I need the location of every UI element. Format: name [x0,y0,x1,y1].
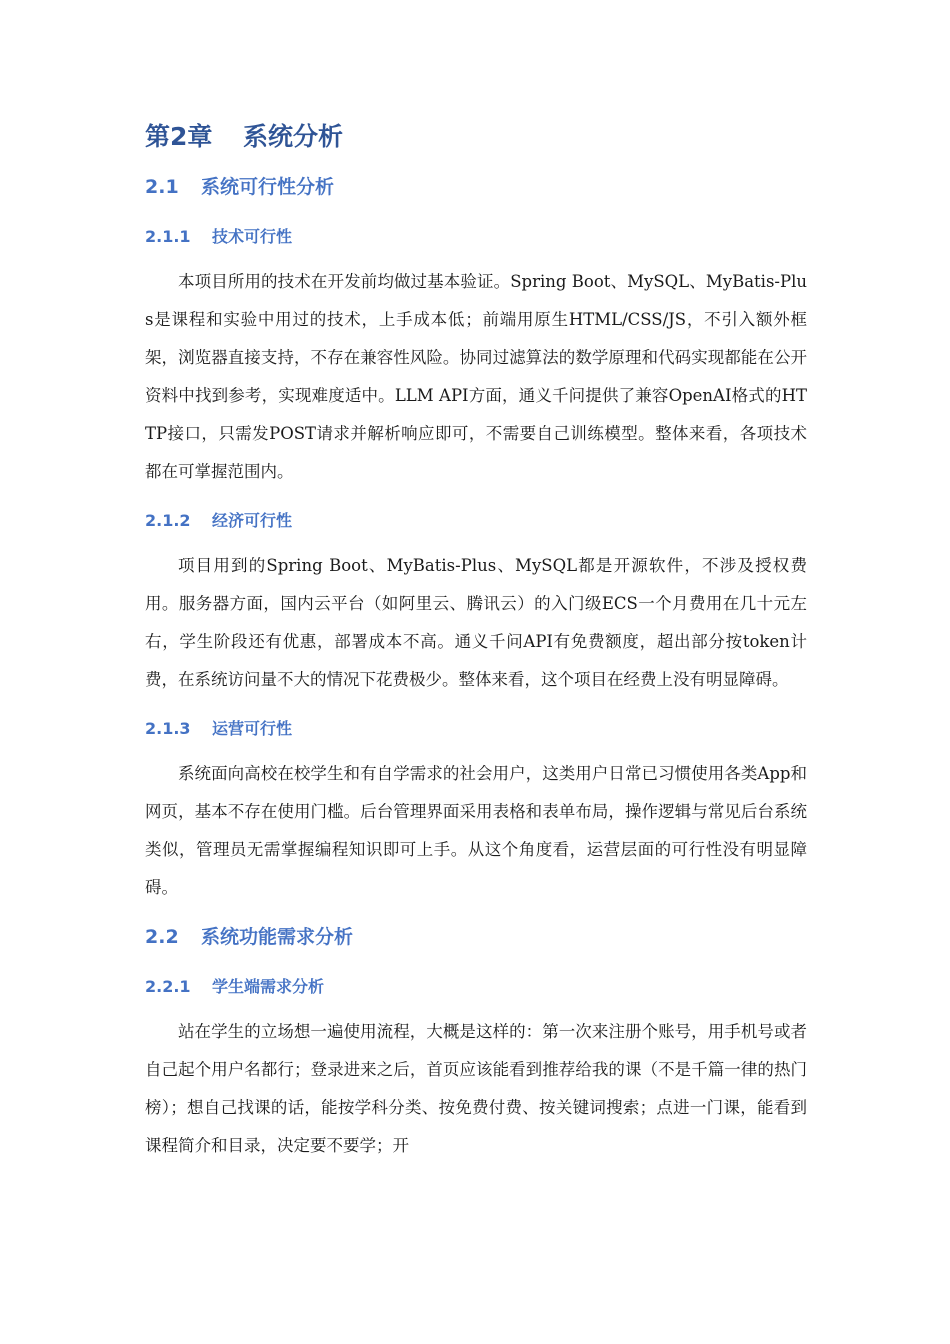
subsection-heading-2-2-1 [145,962,807,1012]
subsection-title: 运营可行性 [212,719,293,738]
subsection-number: 2.2.1 [145,977,191,996]
subsection-number: 2.1.3 [145,719,191,738]
chapter-heading [145,112,807,162]
paragraph-operational-feasibility: 系统面向高校在校学生和有自学需求的社会用户，这类用户日常已习惯使用各类App和网页，基本不存在使用门槛。后台管理界面采用表格和表单布局，操作逻辑与常见后台系统类似，管理员无需掌握编程知识即可上手。从这个角度看，运营层面的可行性没有明显障碍。 [145,764,807,897]
section-title: 系统功能需求分析 [201,926,354,948]
section-heading-2-2 [145,912,807,962]
chapter-title: 系统分析 [243,122,344,151]
subsection-heading-2-1-3 [145,704,807,754]
subsection-heading-2-1-1 [145,212,807,262]
paragraph-technical-feasibility: 本项目所用的技术在开发前均做过基本验证。Spring Boot、MySQL、MyBatis-Plus是课程和实验中用过的技术，上手成本低；前端用原生HTML/CSS/JS，不引入额外框架，浏览器直接支持，不存在兼容性风险。协同过滤算法的数学原理和代码实现都能在公开资料中找到参考，实现难度适中。LLM API方面，通义千问提供了兼容OpenAI格式的HTTP接口，只需发POST请求并解析响应即可，不需要自己训练模型。整体来看，各项技术都在可掌握范围内。 [145,272,807,481]
subsection-title: 技术可行性 [212,227,293,246]
paragraph-economic-feasibility: 项目用到的Spring Boot、MyBatis-Plus、MySQL都是开源软件，不涉及授权费用。服务器方面，国内云平台（如阿里云、腾讯云）的入门级ECS一个月费用在几十元左右，学生阶段还有优惠，部署成本不高。通义千问API有免费额度，超出部分按token计费，在系统访问量不大的情况下花费极少。整体来看，这个项目在经费上没有明显障碍。 [145,556,807,689]
section-title: 系统可行性分析 [201,176,335,198]
subsection-number: 2.1.2 [145,511,191,530]
subsection-title: 学生端需求分析 [212,977,325,996]
subsection-title: 经济可行性 [212,511,293,530]
paragraph-student-requirements: 站在学生的立场想一遍使用流程，大概是这样的：第一次来注册个账号，用手机号或者自己起个用户名都行；登录进来之后，首页应该能看到推荐给我的课（不是千篇一律的热门榜）；想自己找课的话，能按学科分类、按免费付费、按关键词搜索；点进一门课，能看到课程简介和目录，决定要不要学；开 [145,1022,807,1155]
document-content [145,112,807,1165]
section-number: 2.1 [145,176,179,198]
chapter-number: 第2章 [145,122,213,151]
subsection-number: 2.1.1 [145,227,191,246]
section-number: 2.2 [145,926,179,948]
subsection-heading-2-1-2 [145,496,807,546]
section-heading-2-1 [145,162,807,212]
